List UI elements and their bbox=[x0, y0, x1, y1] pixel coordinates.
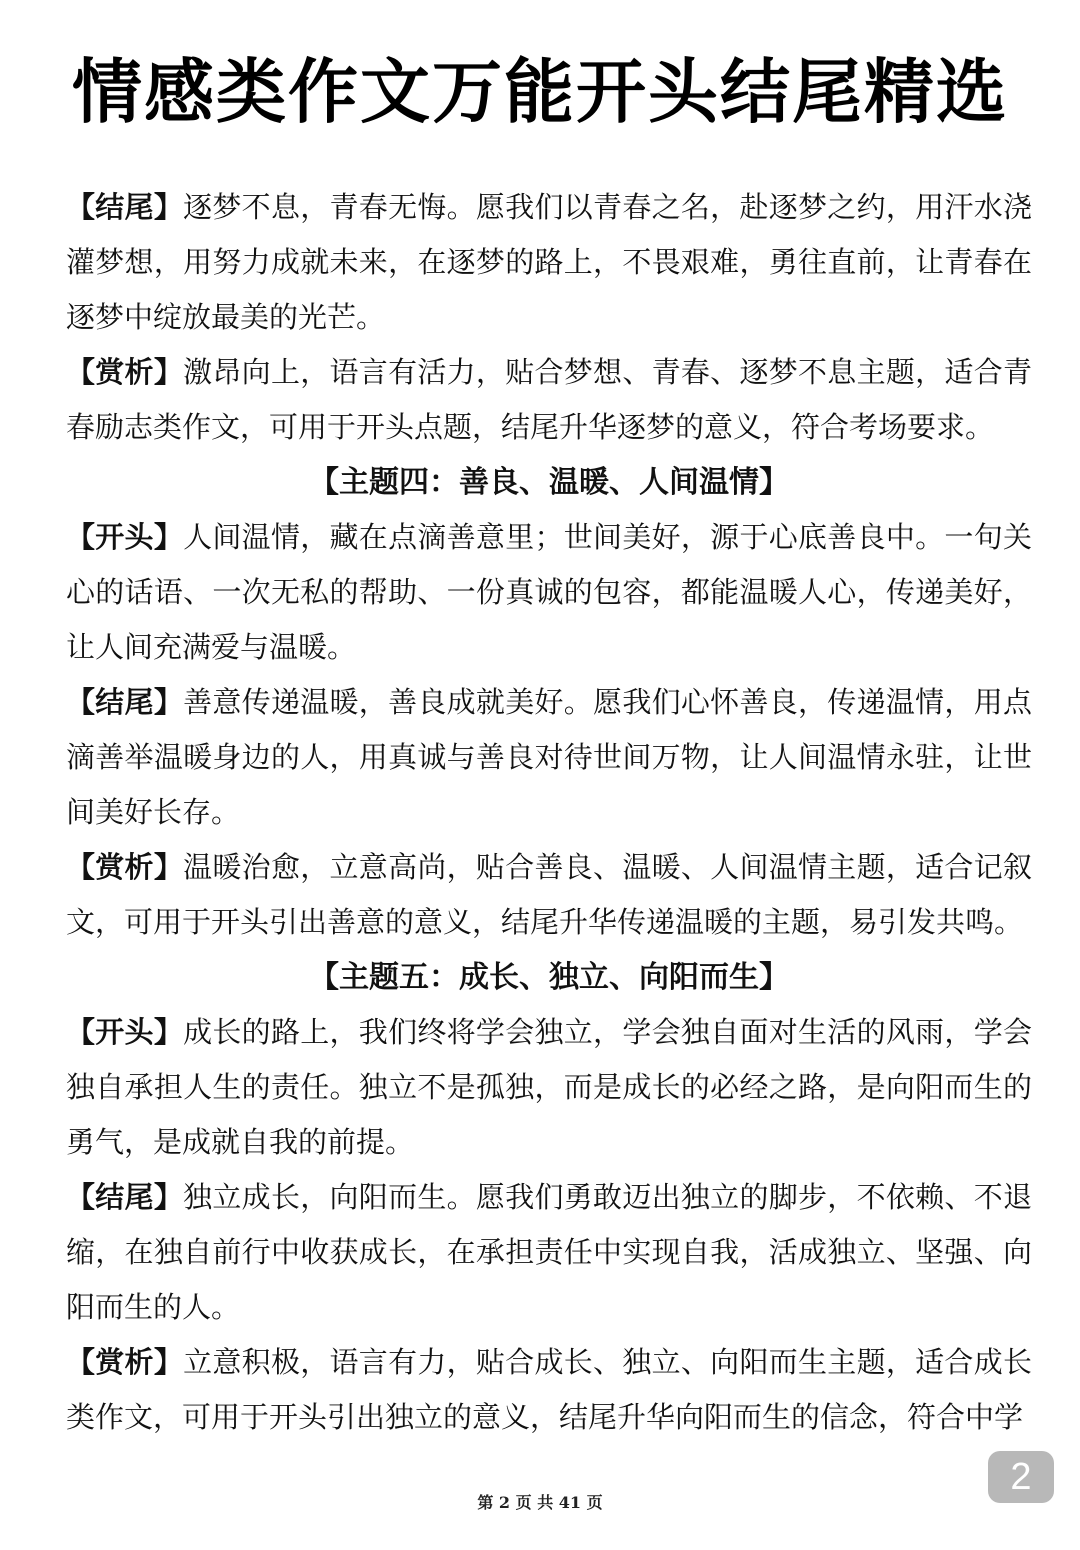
ending-paragraph bbox=[66, 180, 1032, 345]
paragraph-text: 逐梦不息，青春无悔。愿我们以青春之名，赴逐梦之约，用汗水浇灌梦想，用努力成就未来，在逐梦的路上，不畏艰难，勇往直前，让青春在逐梦中绽放最美的光芒。 bbox=[66, 190, 1032, 334]
ending-paragraph bbox=[66, 675, 1032, 840]
paragraph-tag: 【开头】 bbox=[66, 520, 184, 554]
paragraph-tag: 【赏析】 bbox=[66, 355, 184, 389]
paragraph-tag: 【结尾】 bbox=[66, 190, 184, 224]
paragraph-tag: 【赏析】 bbox=[66, 1345, 184, 1379]
analysis-paragraph bbox=[66, 345, 1032, 455]
page-footer: 第 2 页 共 41 页 bbox=[477, 1493, 603, 1512]
paragraph-tag: 【结尾】 bbox=[66, 1180, 184, 1214]
ending-paragraph bbox=[66, 1170, 1032, 1335]
opening-paragraph bbox=[66, 510, 1032, 675]
paragraph-text: 人间温情，藏在点滴善意里；世间美好，源于心底善良中。一句关心的话语、一次无私的帮助、一份真诚的包容，都能温暖人心，传递美好，让人间充满爱与温暖。 bbox=[66, 520, 1032, 664]
paragraph-text: 立意积极，语言有力，贴合成长、独立、向阳而生主题，适合成长类作文，可用于开头引出独立的意义，结尾升华向阳而生的信念，符合中学 bbox=[66, 1345, 1032, 1434]
section-heading: 【主题四：善良、温暖、人间温情】 bbox=[309, 465, 789, 500]
paragraph-text: 激昂向上，语言有活力，贴合梦想、青春、逐梦不息主题，适合青春励志类作文，可用于开头点题，结尾升华逐梦的意义，符合考场要求。 bbox=[66, 355, 1032, 444]
paragraph-text: 善意传递温暖，善良成就美好。愿我们心怀善良，传递温情，用点滴善举温暖身边的人，用真诚与善良对待世间万物，让人间温情永驻，让世间美好长存。 bbox=[66, 685, 1032, 829]
paragraph-tag: 【赏析】 bbox=[66, 850, 184, 884]
paragraph-text: 成长的路上，我们终将学会独立，学会独自面对生活的风雨，学会独自承担人生的责任。独立不是孤独，而是成长的必经之路，是向阳而生的勇气，是成就自我的前提。 bbox=[66, 1015, 1032, 1159]
paragraph-text: 独立成长，向阳而生。愿我们勇敢迈出独立的脚步，不依赖、不退缩，在独自前行中收获成长，在承担责任中实现自我，活成独立、坚强、向阳而生的人。 bbox=[66, 1180, 1032, 1324]
article-body bbox=[66, 180, 1032, 1445]
page-title: 情感类作文万能开头结尾精选 bbox=[72, 51, 1008, 133]
opening-paragraph bbox=[66, 1005, 1032, 1170]
paragraph-tag: 【开头】 bbox=[66, 1015, 184, 1049]
analysis-paragraph bbox=[66, 840, 1032, 950]
section-heading: 【主题五：成长、独立、向阳而生】 bbox=[309, 960, 789, 995]
page-number-badge: 2 bbox=[988, 1451, 1054, 1503]
paragraph-text: 温暖治愈，立意高尚，贴合善良、温暖、人间温情主题，适合记叙文，可用于开头引出善意的意义，结尾升华传递温暖的主题，易引发共鸣。 bbox=[66, 850, 1032, 939]
analysis-paragraph bbox=[66, 1335, 1032, 1445]
paragraph-tag: 【结尾】 bbox=[66, 685, 184, 719]
